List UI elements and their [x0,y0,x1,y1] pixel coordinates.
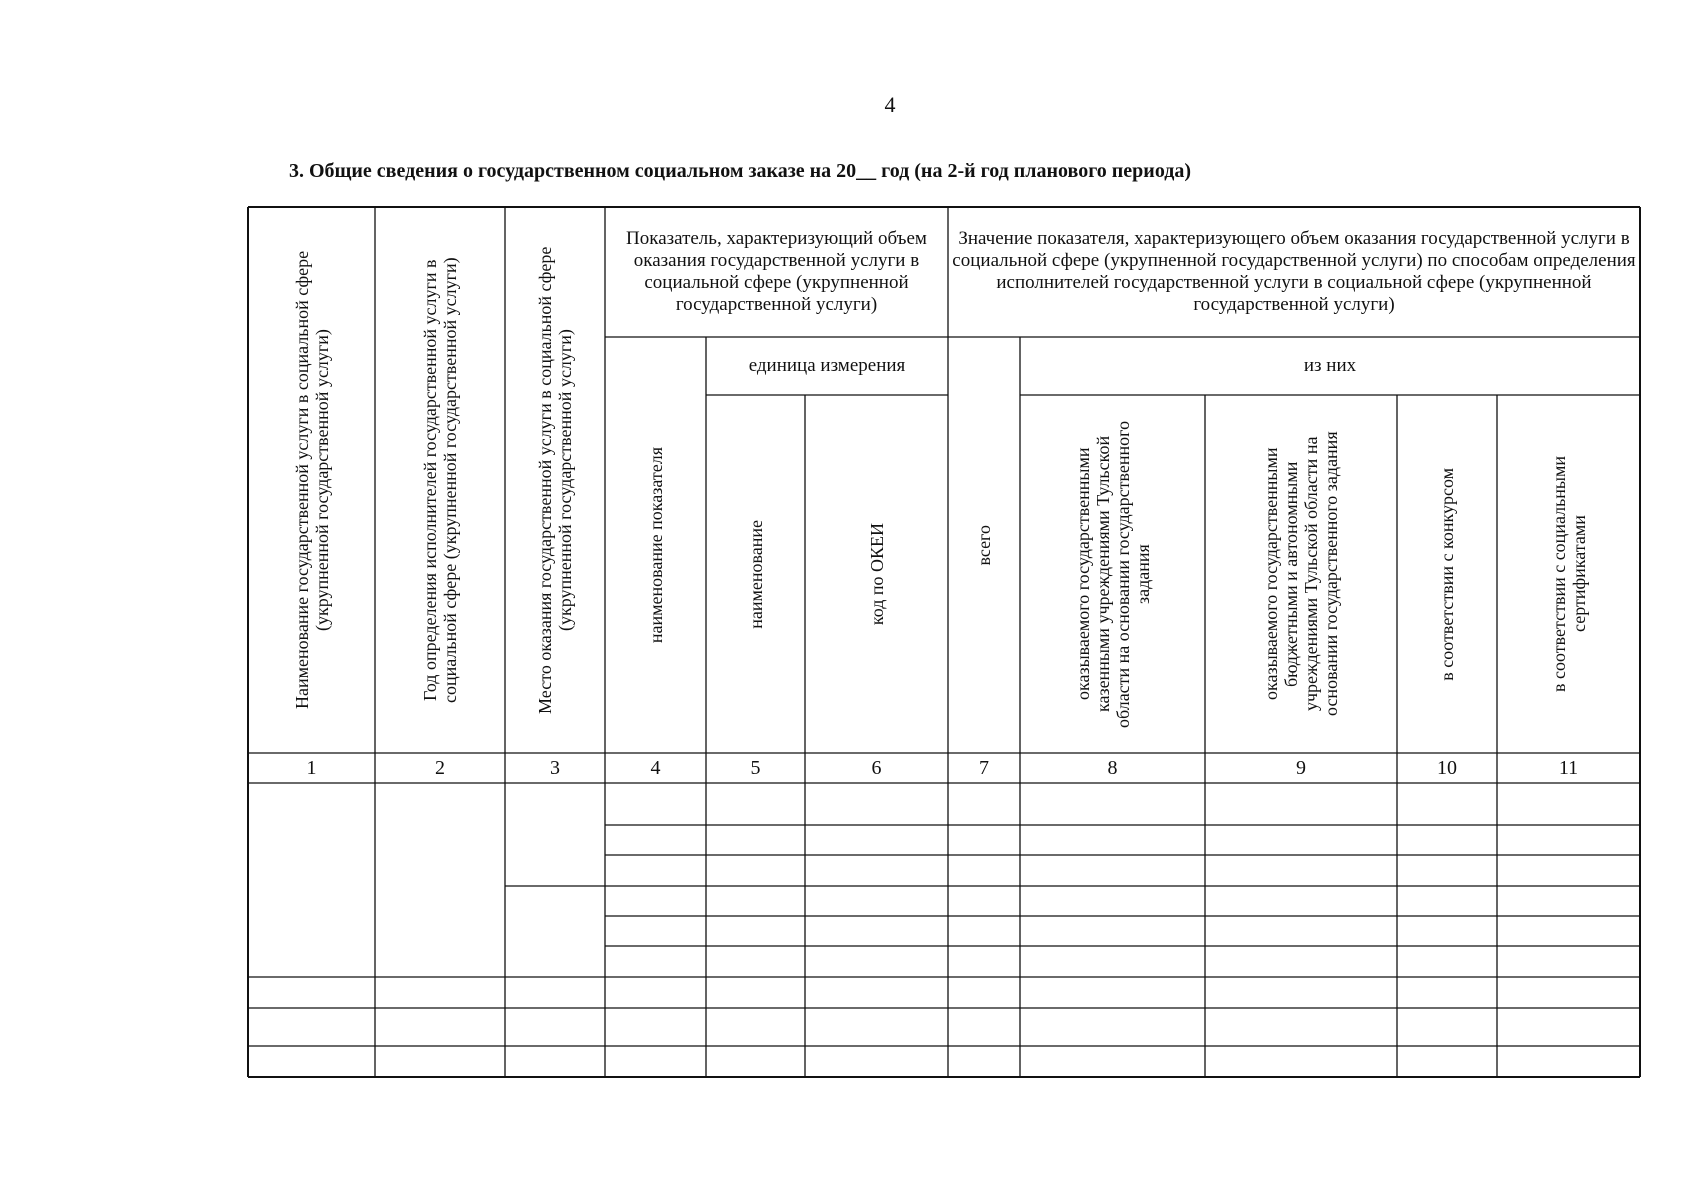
header-cell-col2 [377,209,503,751]
header-contractor-year: Год определения исполнителей государственной услуги в социальной сфере (укрупненной государственной услуги) [420,257,460,703]
column-number: 7 [979,756,989,779]
header-cell-col7 [950,339,1018,751]
header-competition: в соответствии с конкурсом [1437,467,1457,681]
header-state-treasury: оказываемого государственными казенными учреждениями Тульской области на основании государственного задания [1072,420,1153,728]
column-number: 10 [1437,756,1457,779]
header-cell-col9 [1207,397,1395,751]
header-value-group: Значение показателя, характеризующего объем оказания государственной услуги в социальной сфере (укрупненной государственной услуги) по способам определения исполнителей государственной услуги в социальной сфере (укрупненной государственной услуги) [952,228,1636,315]
header-unit-name: наименование [745,519,766,629]
header-cell-col10 [1399,397,1495,751]
header-of-them: из них [1303,355,1357,376]
page-number: 4 [884,92,896,117]
column-number: 4 [650,756,661,779]
header-cell-col8 [1022,397,1203,751]
header-indicator-group: Показатель, характеризующий объем оказания государственной услуги в социальной сфере (укрупненной государственной услуги) [626,228,927,315]
column-number: 8 [1107,756,1118,779]
header-cell-col6 [807,397,946,751]
header-total: всего [974,524,994,566]
header-cell-col3 [507,209,603,751]
column-number: 6 [871,756,882,779]
header-service-location: Место оказания государственной услуги в социальной сфере (укрупненной государственной услуги) [535,246,575,714]
header-social-certificates: в соответствии с социальными сертификатами [1548,455,1589,693]
header-indicator-name: наименование показателя [645,446,666,644]
column-number: 3 [550,756,560,779]
column-number: 1 [306,756,317,779]
header-unit-group: единица измерения [748,355,906,376]
column-number: 5 [750,756,761,779]
section-title: 3. Общие сведения о государственном социальном заказе на 20__ год (на 2-й год планового периода) [288,160,1192,182]
column-number: 2 [435,756,445,779]
column-number: 9 [1296,756,1306,779]
header-service-name: Наименование государственной услуги в социальной сфере (укрупненной государственной услуги) [291,250,332,710]
header-state-budget: оказываемого государственными бюджетными и автономными учреждениями Тульской области на основании государственного задания [1261,431,1341,717]
header-cell-col11 [1499,397,1638,751]
header-cell-col5 [708,397,803,751]
column-number: 11 [1558,756,1579,779]
header-okei-code: код по ОКЕИ [866,522,887,626]
header-cell-col4 [607,339,704,751]
header-cell-col1 [250,209,373,751]
